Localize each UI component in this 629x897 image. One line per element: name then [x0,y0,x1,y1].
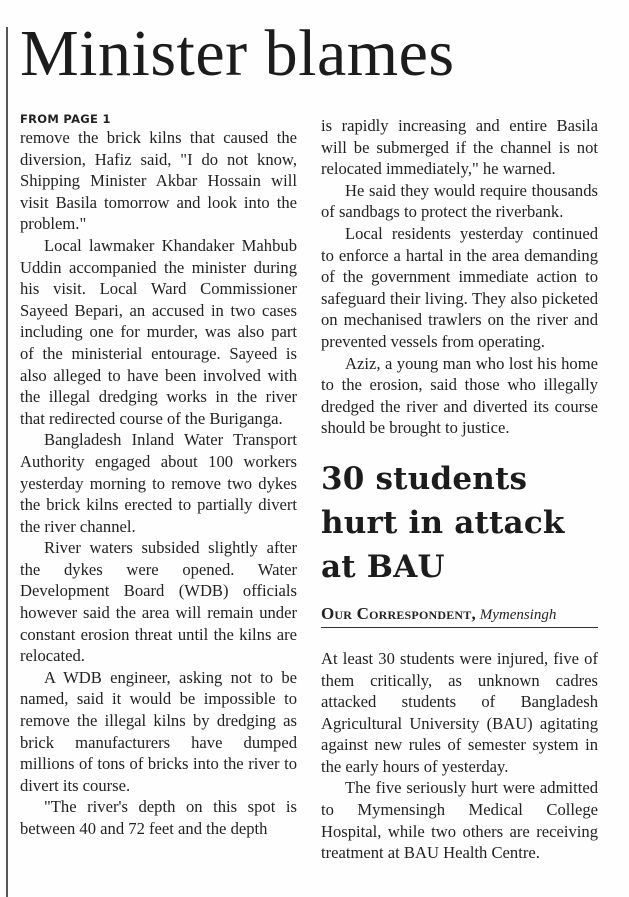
paragraph: remove the brick kilns that caused the diversion, Hafiz said, "I do not know, Shipping Minister Akbar Hossain will visit Basila tomorrow and look into the problem." [20,128,297,234]
paragraph: Bangladesh Inland Water Transport Authority engaged about 100 workers yesterday morning to remove two dykes the brick kilns erected to partially divert the river channel. [20,430,297,536]
byline [321,605,598,628]
paragraph: is rapidly increasing and entire Basila will be submerged if the channel is not relocated immediately," he warned. [321,116,598,179]
paragraph: Local residents yesterday continued to enforce a hartal in the area demanding of the government immediate action to safeguard their living. They also picketed on mechanised trawlers on the river and prevented vessels from operating. [321,223,598,351]
paragraph: Aziz, a young man who lost his home to the erosion, said those who illegally dredged the river and diverted its course should be brought to justice. [321,353,598,438]
second-story-headline: 30 students hurt in attack at BAU [321,460,565,585]
paragraph: River waters subsided slightly after the dykes were opened. Water Development Board (WDB) officials however said the area will remain under constant erosion threat until the kilns are relocated. [20,538,297,666]
paragraph: The five seriously hurt were admitted to Mymensingh Medical College Hospital, while two others are receiving treatment at BAU Health Centre. [321,778,598,863]
paragraph: A WDB engineer, asking not to be named, said it would be impossible to remove the illegal kilns by dredging as brick manufacturers have dumped millions of tons of bricks into the river to divert its course. [20,667,297,795]
byline-author: Our Correspondent, [321,603,476,623]
paragraph: At least 30 students were injured, five of them critically, as unknown cadres attacked students of Bangladesh Agricultural University (BAU) agitating against new rules of semester system in the early hours of yesterday. [321,648,598,776]
paragraph: "The river's depth on this spot is between 40 and 72 feet and the depth [20,797,297,838]
paragraph: Local lawmaker Khandaker Mahbub Uddin accompanied the minister during his visit. Local Ward Commissioner Sayeed Bepari, an accused in two cases including one for murder, was also part of the ministerial entourage. Sayeed is also alleged to have been involved with the illegal dredging works in the river that redirected course of the Buriganga. [20,235,297,428]
paragraph: He said they would require thousands of sandbags to protect the riverbank. [321,180,598,222]
headline: Minister blames [20,17,455,90]
column-rule [6,27,8,897]
left-column [20,112,297,840]
second-story-body [321,648,598,864]
byline-location: Mymensingh [479,606,557,623]
continuation-kicker: FROM PAGE 1 [20,112,111,126]
right-column [321,115,598,864]
